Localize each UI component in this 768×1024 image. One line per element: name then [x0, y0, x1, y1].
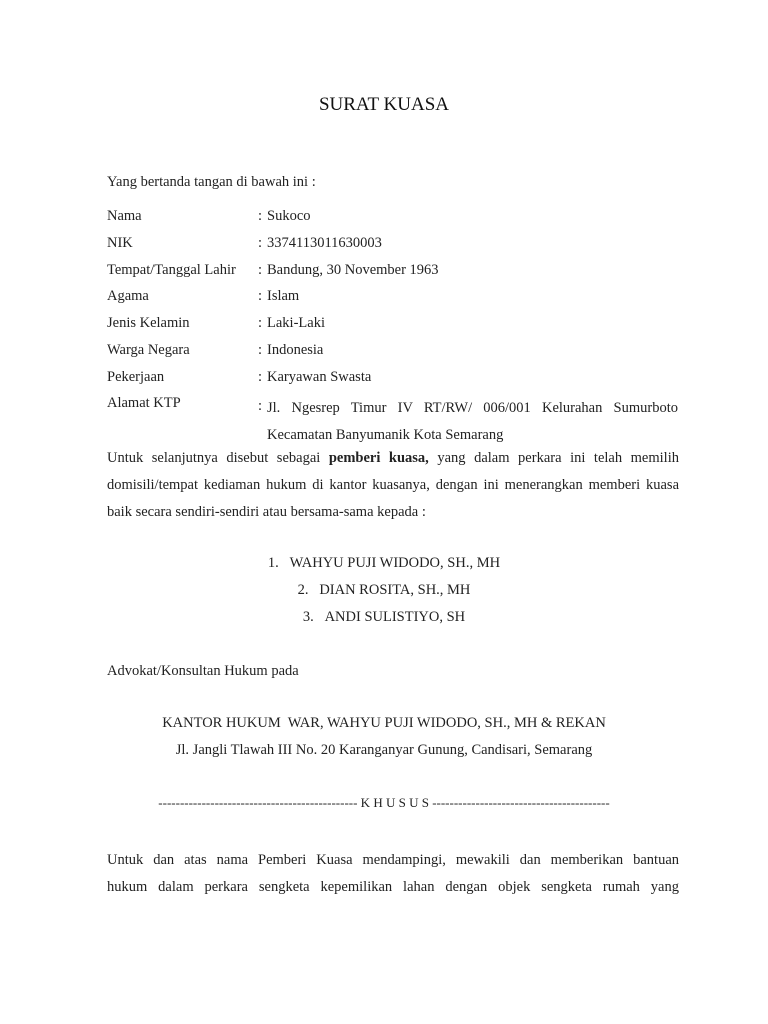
field-colon: : — [258, 398, 263, 414]
field-value: 3374113011630003 — [267, 235, 382, 251]
attorney-item: 1. WAHYU PUJI WIDODO, SH., MH — [267, 555, 501, 571]
field-value: Islam — [267, 288, 300, 304]
field-label: Pekerjaan — [107, 369, 165, 385]
field-value: Karyawan Swasta — [267, 369, 372, 385]
document-title: SURAT KUASA — [318, 94, 450, 115]
field-colon: : — [258, 235, 263, 251]
field-label: Warga Negara — [107, 342, 190, 358]
field-colon: : — [258, 208, 263, 224]
field-value: Indonesia — [267, 342, 324, 358]
paragraph-line: Untuk dan atas nama Pemberi Kuasa mendampingi, mewakili dan memberikan bantuan — [107, 852, 679, 868]
field-value: Bandung, 30 November 1963 — [267, 262, 439, 278]
field-label: Nama — [107, 208, 142, 224]
field-label: Alamat KTP — [107, 395, 181, 411]
field-label: Jenis Kelamin — [107, 315, 190, 331]
intro-text: Yang bertanda tangan di bawah ini : — [107, 174, 316, 190]
paragraph-line: hukum dalam perkara sengketa kepemilikan lahan dengan objek sengketa rumah yang — [107, 879, 679, 895]
paragraph-line: baik secara sendiri-sendiri atau bersama-sama kepada : — [107, 504, 426, 520]
field-colon: : — [258, 369, 263, 385]
field-colon: : — [258, 262, 263, 278]
field-label: Agama — [107, 288, 149, 304]
field-colon: : — [258, 342, 263, 358]
paragraph-pemberi-kuasa — [107, 445, 679, 526]
paragraph-line: domisili/tempat kediaman hukum di kantor kuasanya, dengan ini menerangkan memberi kuasa — [107, 477, 679, 493]
field-alamat-value — [258, 395, 678, 449]
paragraph-text: yang dalam perkara ini telah memilih — [428, 450, 679, 466]
field-value: Sukoco — [267, 208, 311, 224]
paragraph-text: Untuk selanjutnya disebut sebagai — [107, 450, 329, 466]
field-label: NIK — [107, 235, 133, 251]
field-label: Tempat/Tanggal Lahir — [107, 262, 236, 278]
firm-name: KANTOR HUKUM WAR, WAHYU PUJI WIDODO, SH., MH & REKAN — [162, 715, 606, 731]
advokat-text: Advokat/Konsultan Hukum pada — [107, 663, 299, 679]
attorney-item: 3. ANDI SULISTIYO, SH — [302, 609, 466, 625]
bold-term: pemberi kuasa, — [328, 450, 429, 466]
attorney-item: 2. DIAN ROSITA, SH., MH — [297, 582, 471, 598]
address-line-2: Kecamatan Banyumanik Kota Semarang — [267, 427, 504, 443]
firm-address: Jl. Jangli Tlawah III No. 20 Karanganyar Gunung, Candisari, Semarang — [175, 742, 593, 758]
field-colon: : — [258, 315, 263, 331]
field-colon: : — [258, 288, 263, 304]
khusus-divider: ---------------------------------------------- K H U S U S ----------------------------------------- — [158, 795, 610, 810]
field-value: Laki-Laki — [267, 315, 325, 331]
paragraph-khusus — [107, 847, 679, 901]
address-line-1: Jl. Ngesrep Timur IV RT/RW/ 006/001 Kelurahan Sumurboto — [267, 400, 678, 416]
paragraph-line — [107, 445, 679, 472]
